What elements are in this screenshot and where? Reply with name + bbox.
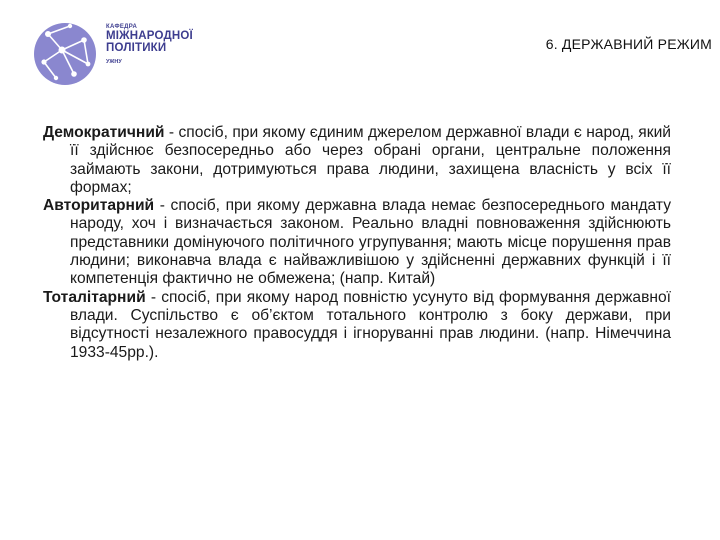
definition-text: - спосіб, при якому єдиним джерелом державної влади є народ, який її здійснює безпосередньо або через обрані органи, центральне положення займають закони, дотримуються права людини, захищена власність у всіх її формах; [70,124,671,196]
definition-totalitarian [43,289,671,362]
definition-term: Демократичний [43,124,165,141]
logo-line-politics: ПОЛІТИКИ [106,42,167,55]
definition-term: Авторитарний [43,197,155,215]
logo-line-university: УЖНУ [106,59,122,66]
definition-text: - спосіб, при якому народ повністю усунуто від формування державної влади. Суспільство є об’єктом тотального контролю з боку держави, при відсутності незалежного правосуддя і ігноруванні прав людини. (напр. Німеччина 1933-45рр.). [70,288,671,361]
department-logo [30,18,210,98]
definitions-list [43,124,671,362]
definition-authoritarian [43,197,671,288]
logo-wordmark [106,24,193,66]
definition-term: Тоталітарний [43,288,146,306]
definition-democratic [43,124,671,197]
logo-line-international: МІЖНАРОДНОЇ [106,30,193,43]
logo-line-department: КАФЕДРА [106,24,138,30]
globe-network-icon [30,18,100,88]
definition-text: - спосіб, при якому державна влада немає безпосереднього мандату народу, хоч і визначається законом. Реально владні повноваження здійснюють представники домінуючого політичного угрупування; мають місце порушення прав людини; виконавча влада є найважливішою у здійсненні державних функцій і її компетенція фактично не обмежена; (напр. Китай) [70,197,671,288]
slide-title: 6. ДЕРЖАВНИЙ РЕЖИМ [545,36,712,52]
